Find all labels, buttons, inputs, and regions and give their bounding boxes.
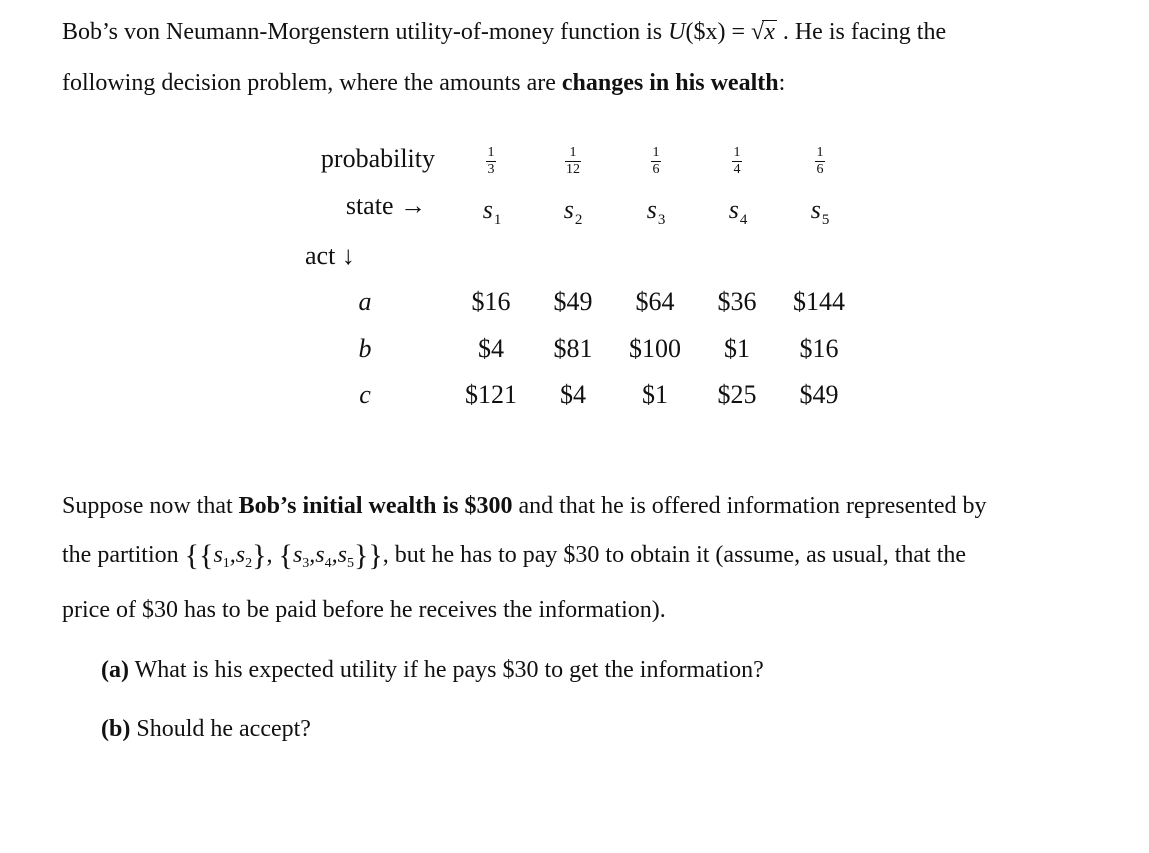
table-cell: $4 [478, 334, 504, 363]
intro-line-2 [62, 71, 785, 95]
table-cell: $1 [724, 334, 750, 363]
partition-expression: {$\{s_1,s_2\}$, $\{s_3,s_4,s_5\}$} [184, 539, 383, 572]
question-text-1b: and that he is offered information represented by [518, 493, 987, 519]
question-bold: Bob’s initial wealth is $300 [238, 493, 513, 519]
prob-2-num: 1 [569, 145, 577, 160]
prob-2-den: 12 [566, 162, 580, 177]
table-cell: $64 [635, 287, 675, 316]
probability-1 [476, 146, 506, 177]
table-cell: $100 [629, 334, 681, 363]
table-cell: $49 [553, 287, 593, 316]
radical-icon: √ [751, 19, 765, 45]
state-5-sub: 5 [821, 212, 830, 228]
formula-arg: ($x) [685, 19, 726, 45]
question-part-b [101, 717, 311, 741]
probability-5 [805, 146, 835, 177]
prob-4-num: 1 [733, 145, 741, 160]
probability-3 [641, 146, 671, 177]
act-label: act ↓ [305, 241, 355, 270]
act-a-label: a [358, 287, 372, 316]
intro-line-1 [62, 20, 946, 44]
probability-2 [558, 146, 588, 177]
prob-1-den: 3 [487, 162, 495, 177]
sqrt-expression [751, 20, 777, 44]
intro-bold: changes in his wealth [561, 70, 779, 96]
state-5 [800, 196, 840, 234]
table-cell: $16 [799, 334, 839, 363]
table-cell: $1 [642, 380, 668, 409]
table-cell: $121 [465, 380, 517, 409]
table-cell: $81 [553, 334, 593, 363]
partition-open: {{ [184, 539, 214, 572]
state-3 [636, 196, 676, 234]
intro-text-2a: following decision problem, where the amounts are [62, 70, 556, 96]
question-text-2b: , but he has to pay $30 to obtain it (assume, as usual, that the [382, 542, 967, 568]
utility-formula [668, 19, 783, 45]
table-cell: $16 [471, 287, 511, 316]
table-cell: $49 [799, 380, 839, 409]
state-4-sub: 4 [739, 212, 748, 228]
table-cell: $36 [717, 287, 757, 316]
state-2-base: s [563, 195, 574, 224]
state-1-base: s [482, 195, 493, 224]
formula-equals: = [731, 19, 746, 45]
question-text-2a: the partition [62, 542, 179, 568]
question-text-1a: Suppose now that [62, 493, 233, 519]
question-line-2 [62, 539, 967, 576]
state-5-base: s [810, 195, 821, 224]
act-c-label: c [359, 380, 371, 409]
part-b-text: Should he accept? [136, 716, 311, 742]
probability-4 [722, 146, 752, 177]
question-line-3: price of $30 has to be paid before he receives the information). [62, 597, 666, 623]
state-3-sub: 3 [657, 212, 666, 228]
sqrt-arg: x [764, 19, 775, 45]
table-cell: $4 [560, 380, 586, 409]
state-4-base: s [728, 195, 739, 224]
state-1-sub: 1 [493, 212, 502, 228]
state-1 [472, 196, 512, 234]
state-label: state → [345, 191, 426, 220]
intro-text-1a: Bob’s von Neumann-Morgenstern utility-of-money function is [62, 19, 663, 45]
state-3-base: s [646, 195, 657, 224]
state-2 [553, 196, 593, 234]
prob-5-den: 6 [816, 162, 824, 177]
part-a-label: (a) [101, 657, 129, 683]
probability-label: probability [320, 144, 435, 173]
part-a-text: What is his expected utility if he pays $30 to get the information? [134, 657, 764, 683]
prob-5-num: 1 [816, 145, 824, 160]
state-2-sub: 2 [574, 212, 583, 228]
question-line-1 [62, 494, 987, 518]
intro-text-1b: . He is facing the [782, 19, 947, 45]
prob-3-num: 1 [652, 145, 660, 160]
partition-close: }} [353, 539, 383, 572]
question-part-a [101, 658, 764, 682]
prob-1-num: 1 [487, 145, 495, 160]
formula-u: U [668, 19, 686, 45]
act-b-label: b [358, 334, 372, 363]
part-b-label: (b) [101, 716, 131, 742]
prob-3-den: 6 [652, 162, 660, 177]
state-4 [718, 196, 758, 234]
table-cell: $25 [717, 380, 757, 409]
intro-text-2b: : [778, 70, 786, 96]
table-cell: $144 [793, 287, 845, 316]
prob-4-den: 4 [733, 162, 741, 177]
